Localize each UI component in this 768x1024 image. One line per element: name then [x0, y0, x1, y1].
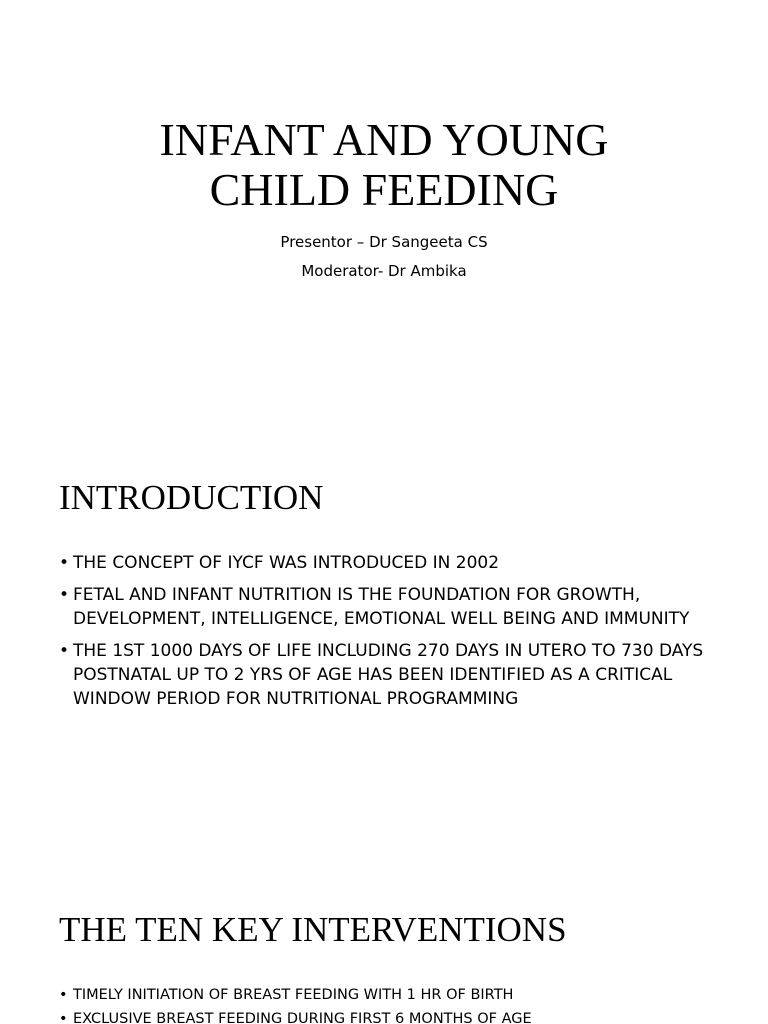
title-line-1: INFANT AND YOUNG — [159, 114, 609, 165]
bullet-icon: • — [59, 641, 70, 661]
list-item — [59, 583, 719, 631]
moderator-text: Moderator- Dr Ambika — [301, 262, 467, 280]
title-line-2: CHILD FEEDING — [209, 164, 559, 215]
interventions-heading: THE TEN KEY INTERVENTIONS — [59, 910, 567, 949]
bullet-icon: • — [59, 1011, 68, 1024]
bullet-icon: • — [59, 987, 68, 1003]
bullet-text: EXCLUSIVE BREAST FEEDING DURING FIRST 6 MONTHS OF AGE — [73, 1011, 532, 1024]
bullet-text: THE CONCEPT OF IYCF WAS INTRODUCED IN 2002 — [73, 553, 500, 573]
list-item — [59, 639, 719, 711]
introduction-bullet-list — [59, 551, 719, 719]
bullet-icon: • — [59, 553, 70, 573]
list-item — [59, 984, 739, 1007]
presentor-text: Presentor – Dr Sangeeta CS — [280, 233, 488, 251]
introduction-heading: INTRODUCTION — [59, 478, 324, 517]
interventions-slide — [0, 864, 768, 1024]
bullet-text: TIMELY INITIATION OF BREAST FEEDING WITH 1 HR OF BIRTH — [73, 987, 514, 1003]
title-slide — [0, 0, 768, 432]
bullet-icon: • — [59, 585, 70, 605]
bullet-text: THE 1ST 1000 DAYS OF LIFE INCLUDING 270 DAYS IN UTERO TO 730 DAYS POSTNATAL UP TO 2 YRS OF AGE HAS BEEN IDENTIFIED AS A CRITICAL WINDOW PERIOD FOR NUTRITIONAL PROGRAMMING — [73, 641, 704, 709]
bullet-text: FETAL AND INFANT NUTRITION IS THE FOUNDATION FOR GROWTH, DEVELOPMENT, INTELLIGENCE, EMOTIONAL WELL BEING AND IMMUNITY — [73, 585, 690, 629]
list-item — [59, 551, 719, 575]
presentation-title — [0, 115, 768, 215]
introduction-slide — [0, 432, 768, 864]
list-item — [59, 1008, 739, 1024]
interventions-bullet-list — [59, 984, 739, 1024]
